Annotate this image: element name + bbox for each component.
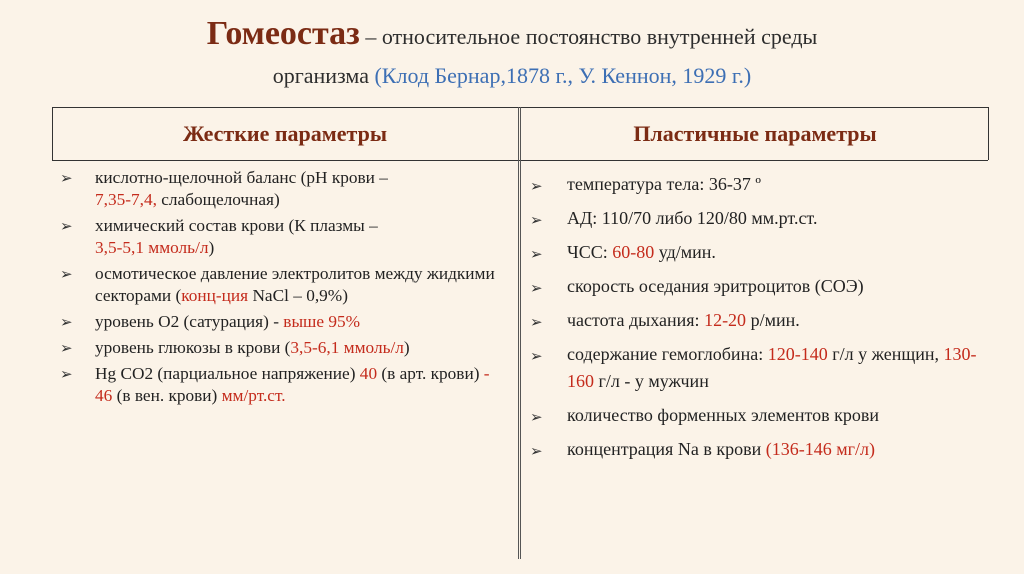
list-item <box>60 337 500 359</box>
highlighted-value: конц-ция <box>181 286 249 305</box>
title-definition-line2: организма <box>272 63 369 88</box>
list-item <box>60 167 500 211</box>
item-text: концентрация Na в крови <box>567 439 766 459</box>
highlighted-value: 60-80 <box>612 242 655 262</box>
arrow-bullet-icon: ➢ <box>530 347 543 365</box>
highlighted-value: 3,5-6,1 ммоль/л <box>290 338 404 357</box>
arrow-bullet-icon: ➢ <box>60 169 73 187</box>
highlighted-value: 3,5-5,1 ммоль/л <box>95 238 209 257</box>
arrow-bullet-icon: ➢ <box>530 177 543 195</box>
item-text: (в вен. крови) <box>112 386 222 405</box>
title-line-2 <box>0 58 1024 94</box>
list-item <box>530 273 980 300</box>
title-dash: – <box>359 24 382 49</box>
table-right-border <box>988 107 989 160</box>
highlighted-value: 7,35-7,4, <box>95 190 157 209</box>
item-text: р/мин. <box>746 310 800 330</box>
arrow-bullet-icon: ➢ <box>530 279 543 297</box>
item-text: (в арт. крови) <box>377 364 484 383</box>
list-item <box>530 205 980 232</box>
item-text: г/л у женщин, <box>827 344 944 364</box>
highlighted-value: 120-140 <box>767 344 828 364</box>
title-term: Гомеостаз <box>206 15 360 52</box>
arrow-bullet-icon: ➢ <box>530 313 543 331</box>
item-text: г/л - у мужчин <box>594 371 709 391</box>
highlighted-value: 40 <box>359 364 378 383</box>
item-text: частота дыхания: <box>567 310 705 330</box>
list-item <box>530 307 980 334</box>
item-text: химический состав крови (К плазмы – <box>95 216 378 235</box>
list-item <box>530 341 980 395</box>
list-item <box>60 363 500 407</box>
item-text: кислотно-щелочной баланс (рН крови – <box>95 168 388 187</box>
arrow-bullet-icon: ➢ <box>530 408 543 426</box>
parameters-table <box>52 107 988 559</box>
highlighted-value: 12-20 <box>704 310 747 330</box>
arrow-bullet-icon: ➢ <box>60 365 73 383</box>
list-item <box>530 402 980 429</box>
highlighted-value: (136-146 мг/л) <box>765 439 875 459</box>
item-text: ) <box>403 338 410 357</box>
title-citation: (Клод Бернар,1878 г., У. Кеннон, 1929 г.) <box>374 63 752 88</box>
list-item <box>530 436 980 463</box>
rigid-params-header: Жесткие параметры <box>182 121 387 146</box>
title-line-1 <box>0 16 1024 58</box>
table-column-divider <box>518 107 521 559</box>
item-text: NaCl – 0,9%) <box>248 286 348 305</box>
arrow-bullet-icon: ➢ <box>60 217 73 235</box>
plastic-params-header: Пластичные параметры <box>633 121 877 146</box>
list-item <box>60 311 500 333</box>
item-text: уд/мин. <box>654 242 716 262</box>
highlighted-value: выше 95% <box>283 312 361 331</box>
item-text: ) <box>208 238 215 257</box>
item-text: уровень О2 (сатурация) - <box>95 312 284 331</box>
item-text: количество форменных элементов крови <box>567 405 879 425</box>
arrow-bullet-icon: ➢ <box>60 265 73 283</box>
item-text: Hg CO2 (парциальное напряжение) <box>95 364 360 383</box>
highlighted-value: - 46 <box>95 364 490 405</box>
list-item <box>60 215 500 259</box>
title-definition-line1: относительное постоянство внутренней среды <box>381 24 818 49</box>
slide-title <box>0 16 1024 94</box>
highlighted-value: 130-160 <box>567 344 977 391</box>
list-item <box>530 239 980 266</box>
arrow-bullet-icon: ➢ <box>530 245 543 263</box>
arrow-bullet-icon: ➢ <box>530 442 543 460</box>
rigid-params-list <box>60 167 500 411</box>
item-text: слабощелочная) <box>156 190 280 209</box>
item-text: содержание гемоглобина: <box>567 344 768 364</box>
plastic-params-list <box>530 171 980 470</box>
arrow-bullet-icon: ➢ <box>530 211 543 229</box>
item-text: осмотическое давление электролитов между жидкими секторами ( <box>95 264 495 305</box>
item-text: АД: 110/70 либо 120/80 мм.рт.ст. <box>567 208 818 228</box>
highlighted-value: мм/рт.ст. <box>221 386 286 405</box>
arrow-bullet-icon: ➢ <box>60 313 73 331</box>
list-item <box>530 171 980 198</box>
item-text: скорость оседания эритроцитов (СОЭ) <box>567 276 864 296</box>
arrow-bullet-icon: ➢ <box>60 339 73 357</box>
item-text: уровень глюкозы в крови ( <box>95 338 291 357</box>
item-text: температура тела: 36-37 º <box>567 174 761 194</box>
item-text: ЧСС: <box>567 242 613 262</box>
list-item <box>60 263 500 307</box>
